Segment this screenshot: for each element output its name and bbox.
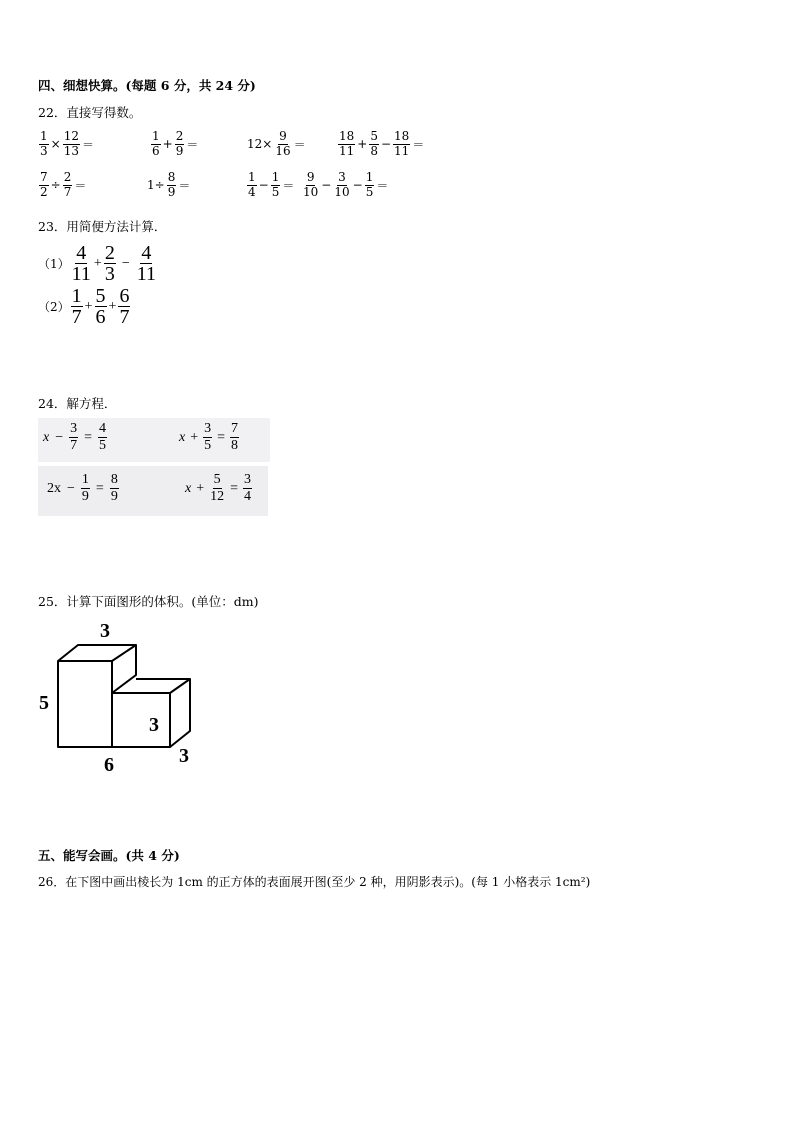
- q22-r2-a: $\frac{7}{2}$ ÷ $\frac{2}{7}$ ＝: [40, 170, 87, 199]
- q26-label: 26．在下图中画出棱长为 1cm 的正方体的表面展开图(至少 2 种，用阴影表示)。(每 1 小格表示 1cm²): [38, 875, 591, 889]
- q22-r2-c: 1 4 − $\frac{1}{5}$ ＝: [248, 170, 295, 199]
- section-4-title: 四、细想快算。(每题 6 分，共 24 分): [38, 78, 256, 93]
- dim-bottom-6: 6: [104, 754, 114, 776]
- q23-label: 23．用简便方法计算．: [38, 219, 167, 234]
- q24-equation-2: x + $\frac{3}{5}$ = $\frac{7}{8}$: [179, 421, 239, 454]
- dim-inner-3: 3: [149, 714, 159, 736]
- dim-right-3: 3: [179, 745, 189, 767]
- q22-r2-b: 1÷ $\frac{8}{9}$ ＝: [147, 170, 191, 199]
- q22-r1-b: 1 6 + $\frac{2}{9}$ ＝: [152, 129, 199, 158]
- q22-r1-d: 18 11 + $\frac{5}{8}$ − $\frac{18}{11}$ ＝: [339, 129, 425, 158]
- q25-label: 25．计算下面图形的体积。(单位：dm): [38, 594, 259, 609]
- dim-left-5: 5: [39, 692, 49, 714]
- q23-part-1: （1） 4 11 + $\frac{2}{3}$ − $\frac{4}{11}$: [38, 242, 156, 285]
- q23-part-2: （2） 1 7 + $\frac{5}{6}$ + $\frac{6}{7}$: [38, 285, 130, 328]
- q24-label: 24．解方程．: [38, 396, 117, 411]
- q24-equation-4: x + $\frac{5}{12}$ = $\frac{3}{4}$: [185, 472, 252, 505]
- q24-equation-1: x − $\frac{3}{7}$ = $\frac{4}{5}$: [43, 421, 107, 454]
- q24-equation-3: 2x − $\frac{1}{9}$ = $\frac{8}{9}$: [47, 472, 118, 505]
- q22-r1-c: 12× $\frac{9}{16}$ ＝: [247, 129, 306, 158]
- q22-r1-a: $\frac{1}{3}$ × $\frac{12}{13}$ ＝: [40, 129, 94, 158]
- section-5-title: 五、能写会画。(共 4 分): [38, 848, 180, 863]
- q22-r2-d: 9 10 − $\frac{3}{10}$ − $\frac{1}{5}$ ＝: [303, 170, 389, 199]
- l-shaped-solid-figure: [30, 615, 210, 780]
- q22-label: 22．直接写得数。: [38, 105, 142, 120]
- dim-top-3: 3: [100, 620, 110, 642]
